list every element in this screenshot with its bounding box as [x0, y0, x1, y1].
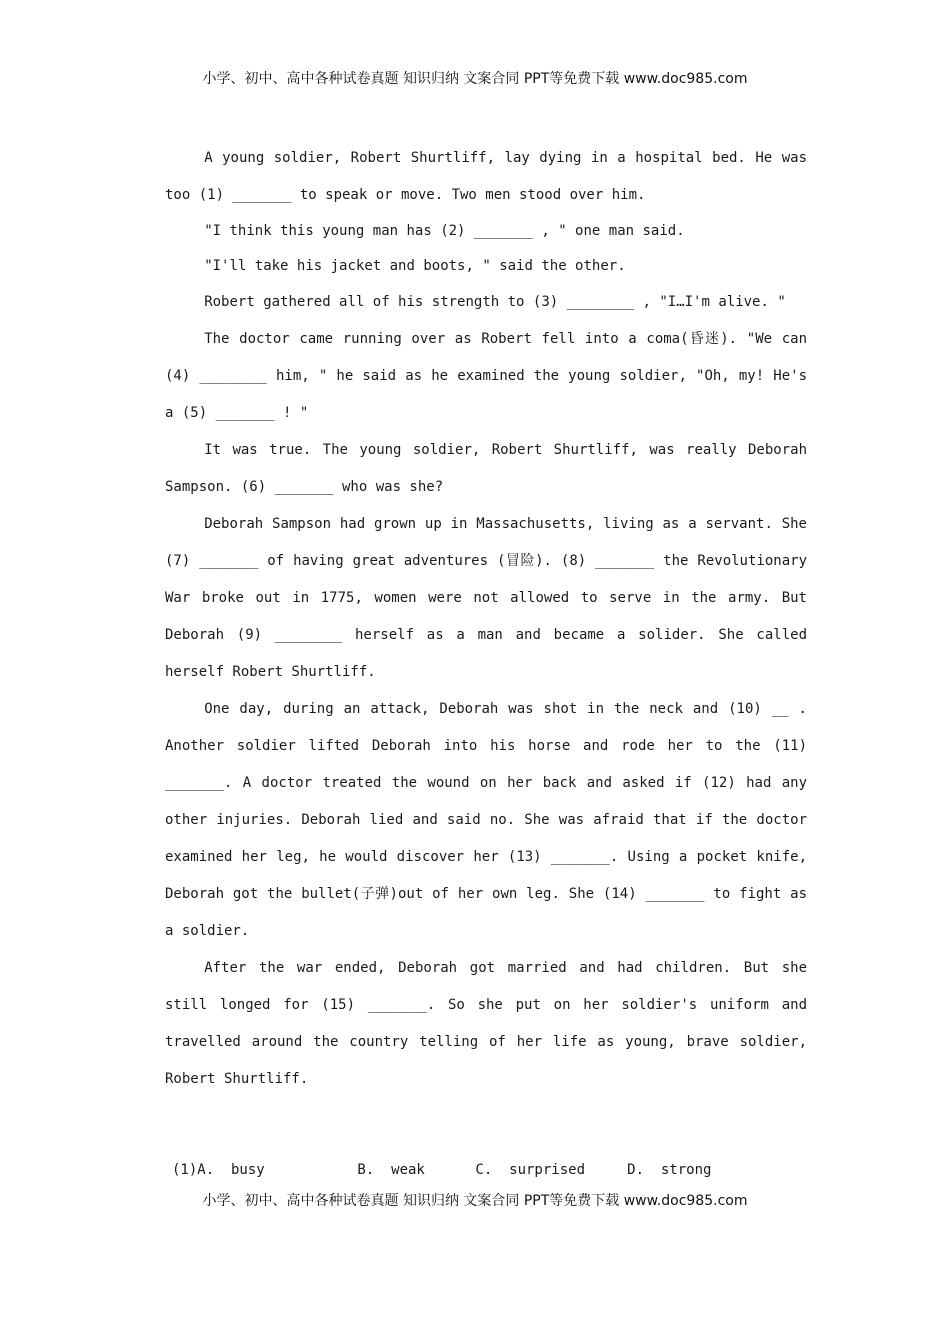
- paragraph-3: "I'll take his jacket and boots, " said the other.: [204, 258, 626, 274]
- paragraph-1: A young soldier, Robert Shurtliff, lay dying in a hospital bed. He was too (1) _______ to speak or move. Two men stood over him.: [165, 150, 807, 203]
- page-footer: 小学、初中、高中各种试卷真题 知识归纳 文案合同 PPT等免费下载 www.doc985.com: [202, 1193, 748, 1209]
- paragraph-9: After the war ended, Deborah got married and had children. But she still longed for (15) _______. So she put on her soldier's uniform and travelled around the country telling of her life as young, brave soldier, Robert Shurtliff.: [165, 960, 807, 1087]
- paragraph-8: One day, during an attack, Deborah was shot in the neck and (10) __ . Another soldier lifted Deborah into his horse and rode her to the (11) _______. A doctor treated the wound on her back and asked if (12) had any other injuries. Deborah lied and said no. She was afraid that if the doctor examined her leg, he would discover her (13) _______. Using a pocket knife, Deborah got the bullet(子弹)out of her own leg. She (14) _______ to fight as a soldier.: [165, 701, 807, 939]
- paragraph-4: Robert gathered all of his strength to (3) ________ , "I…I'm alive. ": [204, 294, 786, 310]
- paragraph-7: Deborah Sampson had grown up in Massachusetts, living as a servant. She (7) _______ of having great adventures (冒险). (8) _______ the Revolutionary War broke out in 1775, women were not allowed to serve in the army. But Deborah (9) ________ herself as a man and became a solider. She called herself Robert Shurtliff.: [165, 516, 807, 680]
- cloze-passage: [165, 140, 807, 1098]
- page-header: 小学、初中、高中各种试卷真题 知识归纳 文案合同 PPT等免费下载 www.doc985.com: [202, 71, 748, 87]
- question-1-options: (1)A. busy B. weak C. surprised D. strong: [172, 1162, 712, 1178]
- paragraph-5: The doctor came running over as Robert fell into a coma(昏迷). "We can (4) ________ him, " he said as he examined the young soldier, "Oh, my! He's a (5) _______ ! ": [165, 331, 807, 421]
- paragraph-2: "I think this young man has (2) _______ , " one man said.: [204, 223, 685, 239]
- paragraph-6: It was true. The young soldier, Robert Shurtliff, was really Deborah Sampson. (6) _______ who was she?: [165, 442, 807, 495]
